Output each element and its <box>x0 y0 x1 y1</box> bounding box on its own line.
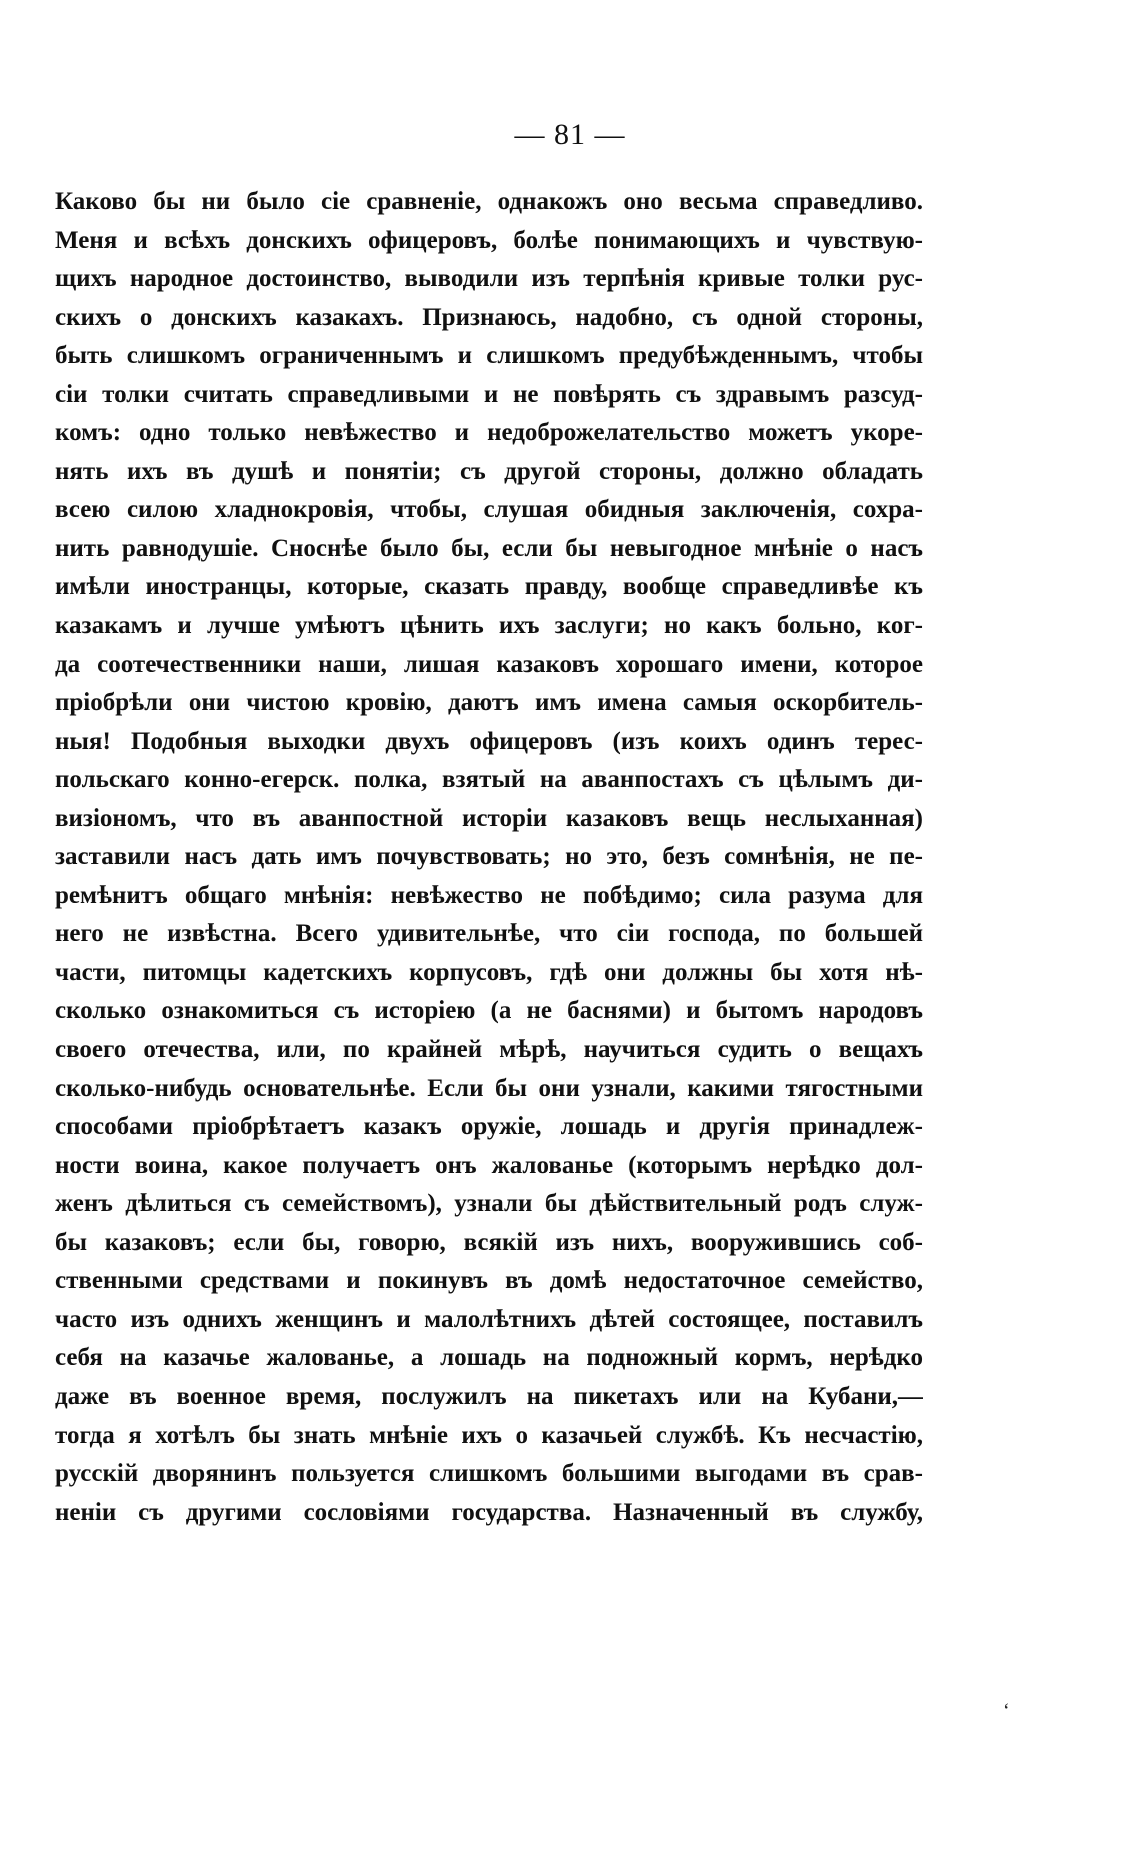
text-line: ственными средствами и покинувъ въ домѣ недостаточное семейство, <box>55 1267 923 1295</box>
body-text <box>55 183 923 1532</box>
text-line: Каково бы ни было сіе сравненіе, однакожъ оно весьма справедливо. <box>55 188 923 215</box>
text-line: тогда я хотѣлъ бы знать мнѣніе ихъ о казачьей службѣ. Къ несчастію, <box>55 1421 923 1449</box>
text-line: нять ихъ въ душѣ и понятіи; съ другой стороны, должно обладать <box>55 457 923 485</box>
text-line: пріобрѣли они чистою кровію, даютъ имъ имена самыя оскорбитель- <box>55 689 923 717</box>
text-line: комъ: одно только невѣжество и недоброжелательство можетъ укоре- <box>55 419 923 447</box>
text-line: быть слишкомъ ограниченнымъ и слишкомъ предубѣжденнымъ, чтобы <box>55 342 923 370</box>
text-line: нить равнодушіе. Сноснѣе было бы, если бы невыгодное мнѣніе о насъ <box>55 534 923 562</box>
text-line: Меня и всѣхъ донскихъ офицеровъ, болѣе понимающихъ и чувствую- <box>55 226 923 254</box>
text-line: скихъ о донскихъ казакахъ. Признаюсь, надобно, съ одной стороны, <box>55 303 923 331</box>
text-line: заставили насъ дать имъ почувствовать; но это, безъ сомнѣнія, не пе- <box>55 843 923 871</box>
text-line: способами пріобрѣтаетъ казакъ оружіе, лошадь и другія принадлеж- <box>55 1113 923 1141</box>
text-line: часто изъ однихъ женщинъ и малолѣтнихъ дѣтей состоящее, поставилъ <box>55 1305 923 1333</box>
text-line: щихъ народное достоинство, выводили изъ терпѣнія кривые толки рус- <box>55 265 923 293</box>
text-line: всею силою хладнокровія, чтобы, слушая обидныя заключенія, сохра- <box>55 496 923 524</box>
text-line: сколько ознакомиться съ исторіею (а не баснями) и бытомъ народовъ <box>55 997 923 1025</box>
text-line: неніи съ другими сословіями государства. Назначенный въ службу, <box>55 1498 923 1526</box>
text-line: русскій дворянинъ пользуется слишкомъ большими выгодами въ срав- <box>55 1460 923 1488</box>
text-line: части, питомцы кадетскихъ корпусовъ, гдѣ они должны бы хотя нѣ- <box>55 958 923 986</box>
text-line: него не извѣстна. Всего удивительнѣе, что сіи господа, по большей <box>55 920 923 948</box>
text-line: польскаго конно-егерск. полка, взятый на аванпостахъ съ цѣлымъ ди- <box>55 766 923 794</box>
text-line: даже въ военное время, послужилъ на пикетахъ или на Кубани,— <box>55 1382 923 1410</box>
text-line: сколько-нибудь основательнѣе. Если бы они узнали, какими тягостными <box>55 1074 923 1102</box>
stray-mark: ‘ <box>1003 1700 1010 1722</box>
text-line: визіономъ, что въ аванпостной исторіи казаковъ вещь неслыханная) <box>55 804 923 832</box>
text-line: бы казаковъ; если бы, говорю, всякій изъ нихъ, вооружившись соб- <box>55 1228 923 1256</box>
text-line: казакамъ и лучше умѣютъ цѣнить ихъ заслуги; но какъ больно, ког- <box>55 612 923 640</box>
text-line: да соотечественники наши, лишая казаковъ хорошаго имени, которое <box>55 650 923 678</box>
text-line: имѣли иностранцы, которые, сказать правду, вообще справедливѣе къ <box>55 573 923 601</box>
text-line: ности воина, какое получаетъ онъ жалованье (которымъ нерѣдко дол- <box>55 1151 923 1179</box>
text-line: сіи толки считать справедливыми и не повѣрять съ здравымъ разсуд- <box>55 380 923 408</box>
page-number: — 81 — <box>514 118 626 151</box>
text-line: ремѣнитъ общаго мнѣнія: невѣжество не побѣдимо; сила разума для <box>55 881 923 909</box>
text-line: себя на казачье жалованье, а лошадь на подножный кормъ, нерѣдко <box>55 1344 923 1372</box>
text-line: ныя! Подобныя выходки двухъ офицеровъ (изъ коихъ одинъ терес- <box>55 727 923 755</box>
text-line: своего отечества, или, по крайней мѣрѣ, научиться судить о вещахъ <box>55 1036 923 1064</box>
text-line: женъ дѣлиться съ семействомъ), узнали бы дѣйствительный родъ служ- <box>55 1190 923 1218</box>
